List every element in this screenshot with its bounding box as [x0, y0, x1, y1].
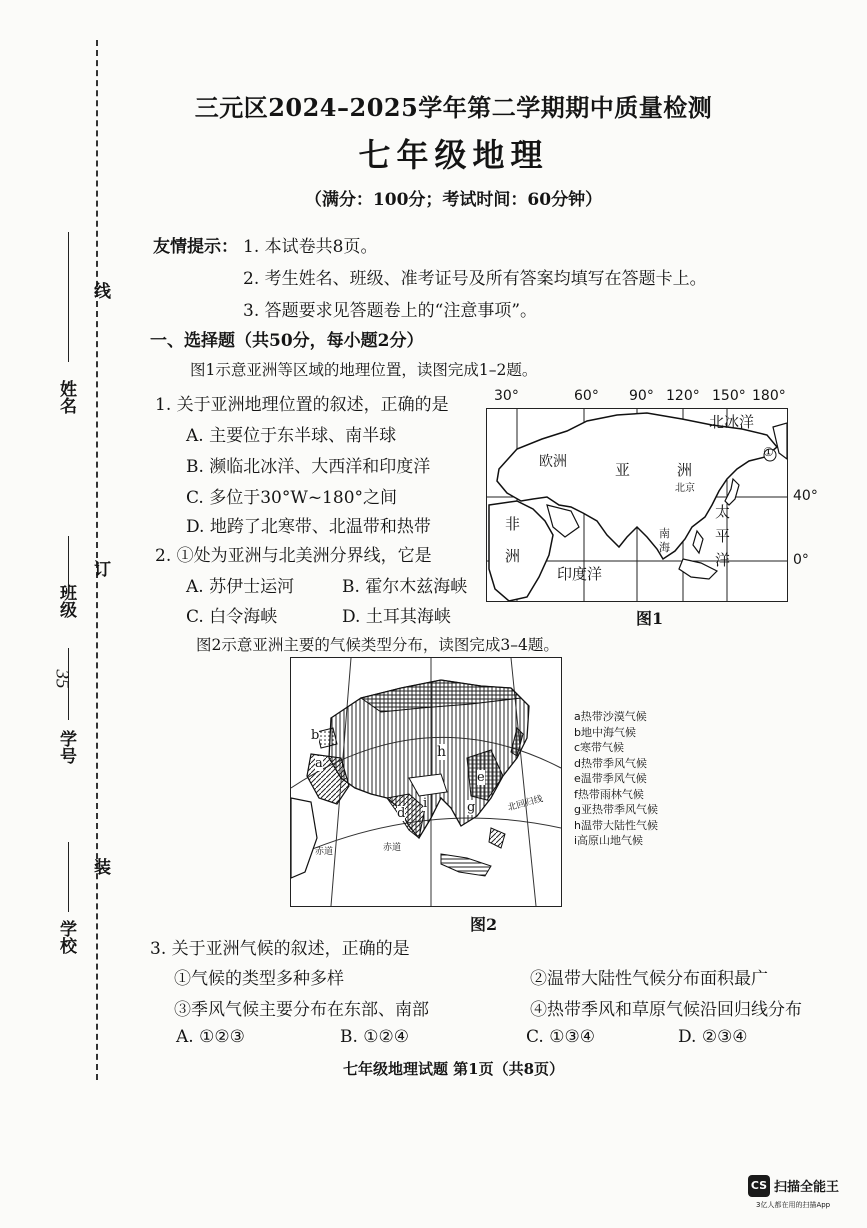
- binder-xian: 线: [90, 282, 110, 299]
- name-label: 姓名: [56, 380, 76, 414]
- q1-option-b: B. 濒临北冰洋、大西洋和印度洋: [186, 457, 431, 477]
- legend-item: d热带季风气候: [574, 756, 647, 770]
- q1-option-a: A. 主要位于东半球、南半球: [186, 426, 397, 446]
- fig1-indian-ocean-label: 印度洋: [557, 565, 603, 583]
- fig1-map-svg: [487, 409, 787, 601]
- tip-2: 2. 考生姓名、班级、准考证号及所有答案均填写在答题卡上。: [243, 269, 707, 289]
- name-underline: [68, 232, 69, 362]
- fig1-tick-60: 60°: [574, 388, 599, 404]
- fig1-top-ticks: [486, 388, 791, 408]
- tip-3: 3. 答题要求见答题卷上的“注意事项”。: [243, 301, 538, 321]
- q1-option-d: D. 地跨了北寒带、北温带和热带: [186, 517, 431, 537]
- class-underline: [68, 536, 69, 596]
- q3-option-c: C. ①③④: [526, 1027, 595, 1047]
- q2-option-b: B. 霍尔木兹海峡: [342, 577, 468, 597]
- fig1-asia-label-1: 亚: [615, 461, 631, 479]
- figure-1-map: [486, 408, 788, 602]
- binder-zhuang: 装: [90, 858, 110, 875]
- q3-option-b: B. ①②④: [340, 1027, 410, 1047]
- fig2-letter-i: i: [423, 796, 428, 811]
- q3-statement-1: ①气候的类型多种多样: [174, 969, 344, 989]
- q1-option-c: C. 多位于30°W~180°之间: [186, 488, 398, 508]
- q3-statement-2: ②温带大陆性气候分布面积最广: [530, 969, 768, 989]
- scanner-app-tagline: 3亿人都在用的扫描App: [756, 1201, 831, 1209]
- fig1-tick-30: 30°: [494, 388, 519, 404]
- fig1-tick-120: 120°: [666, 388, 700, 404]
- fig1-tick-180: 180°: [752, 388, 786, 404]
- fig1-asia-label-2: 洲: [677, 461, 693, 479]
- fig2-tropic-label: 北回归线: [506, 794, 545, 814]
- school-underline: [68, 842, 69, 912]
- fig1-pacific-label-3: 洋: [715, 551, 731, 569]
- subject-title: 七年级地理: [358, 136, 549, 174]
- q1-stem: 1. 关于亚洲地理位置的叙述，正确的是: [155, 395, 449, 415]
- fig2-equator-label-2: 赤道: [383, 843, 402, 853]
- fig1-beijing-label: 北京: [675, 483, 695, 494]
- fig1-lat-40: 40°: [793, 488, 818, 504]
- school-label: 学校: [56, 920, 76, 954]
- q3-statement-3: ③季风气候主要分布在东部、南部: [174, 1000, 429, 1020]
- fig1-pacific-label-1: 太: [715, 503, 731, 521]
- exam-title: 三元区2024–2025学年第二学期期中质量检测: [194, 93, 713, 122]
- exam-meta: （满分：100分；考试时间：60分钟）: [304, 190, 603, 210]
- fig1-africa-label-1: 非: [505, 515, 521, 533]
- q3-option-d: D. ②③④: [678, 1027, 748, 1047]
- fig1-pacific-label-2: 平: [715, 527, 731, 545]
- scanner-app-name: 扫描全能王: [774, 1180, 840, 1195]
- fig1-lat-0: 0°: [793, 552, 809, 568]
- legend-item: h温带大陆性气候: [574, 818, 658, 832]
- legend-item: a热带沙漠气候: [574, 710, 647, 723]
- fig2-map-svg: [291, 658, 561, 906]
- legend-item: f热带雨林气候: [574, 787, 644, 801]
- q3-statement-4: ④热带季风和草原气候沿回归线分布: [530, 1000, 802, 1020]
- fig2-letter-e: e: [477, 770, 485, 785]
- fig2-letter-a: a: [315, 756, 323, 771]
- legend-item: g亚热带季风气候: [574, 803, 658, 816]
- fig1-europe-label: 欧洲: [539, 454, 567, 470]
- q2-stem: 2. ①处为亚洲与北美洲分界线，它是: [155, 546, 432, 566]
- legend-item: i高原山地气候: [574, 834, 644, 847]
- figure-2-map: [290, 657, 562, 907]
- q3-stem: 3. 关于亚洲气候的叙述，正确的是: [150, 939, 410, 959]
- page-footer: 七年级地理试题 第1页（共8页）: [342, 1060, 565, 1078]
- student-id-label: 学号: [56, 730, 76, 764]
- fig1-africa-label-2: 洲: [505, 547, 521, 565]
- fig2-equator-label: 赤道: [315, 847, 334, 857]
- fig1-intro: 图1示意亚洲等区域的地理位置，读图完成1–2题。: [190, 361, 538, 379]
- fig1-bering-marker: ①: [763, 445, 774, 459]
- fig2-letter-h: h: [437, 744, 447, 760]
- fig1-scs-label-2: 海: [659, 541, 670, 554]
- fig2-caption: 图2: [470, 915, 498, 934]
- section-heading: 一、选择题（共50分，每小题2分）: [150, 331, 424, 351]
- fig1-scs-label-1: 南: [659, 527, 670, 540]
- binder-ding: 订: [90, 560, 110, 577]
- fig2-intro: 图2示意亚洲主要的气候类型分布，读图完成3–4题。: [196, 636, 559, 654]
- fig1-tick-90: 90°: [629, 388, 654, 404]
- student-id-value: 35: [51, 669, 73, 689]
- q3-option-a: A. ①②③: [176, 1027, 245, 1047]
- fig2-letter-g: g: [467, 800, 476, 815]
- fig1-arctic-label: 北冰洋: [709, 413, 755, 431]
- legend-item: c寒带气候: [574, 741, 625, 754]
- legend-item: e温带季风气候: [574, 772, 647, 785]
- tip-1: 1. 本试卷共8页。: [243, 237, 378, 257]
- tips-label: 友情提示：: [153, 237, 238, 257]
- fig1-tick-150: 150°: [712, 388, 746, 404]
- fig2-letter-b: b: [311, 728, 320, 743]
- scanner-app-logo: CS: [748, 1175, 770, 1197]
- q2-option-a: A. 苏伊士运河: [186, 577, 295, 597]
- fig2-letter-d: d: [397, 806, 406, 821]
- fig1-caption: 图1: [636, 609, 664, 628]
- class-label: 班级: [56, 584, 76, 618]
- q2-option-d: D. 土耳其海峡: [342, 607, 451, 627]
- legend-item: b地中海气候: [574, 725, 636, 739]
- fig2-legend: [574, 709, 658, 849]
- q2-option-c: C. 白令海峡: [186, 607, 278, 627]
